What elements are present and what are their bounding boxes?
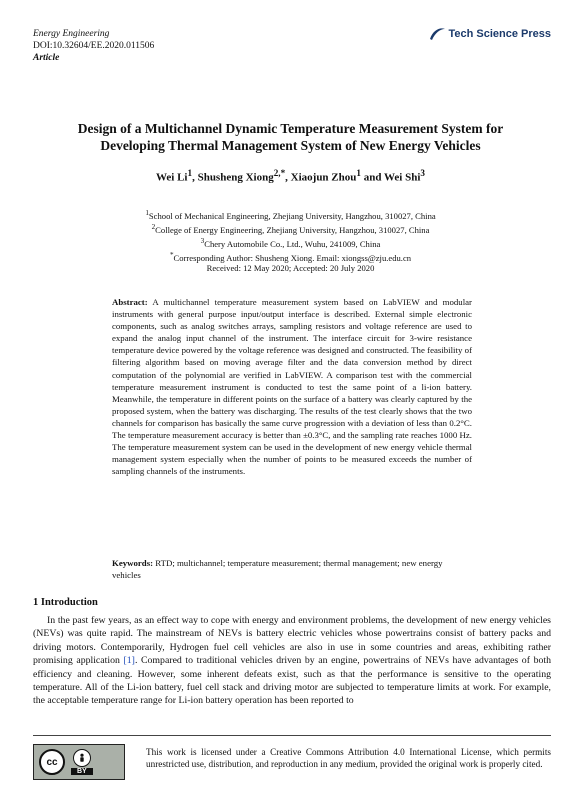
title-line-1: Design of a Multichannel Dynamic Temperature Measurement System for (77, 121, 504, 136)
footer-divider (33, 735, 551, 736)
affiliation-text: College of Energy Engineering, Zhejiang University, Hangzhou, 310027, China (155, 224, 430, 235)
author-list: Wei Li$^1$, Shusheng Xiong$^{2,*}$, Xiaojun Zhou$^1$ and Wei Shi$^3$ (156, 168, 425, 184)
journal-header (33, 28, 154, 64)
author-sup: 1 (356, 168, 361, 178)
by-label: BY (71, 768, 93, 775)
by-block (71, 749, 93, 775)
affiliation-text: Chery Automobile Co., Ltd., Wuhu, 241009, China (204, 238, 381, 249)
author-sup: 2,* (273, 168, 286, 178)
keywords-label: Keywords: (112, 558, 154, 568)
affiliation-sup: 2 (151, 222, 156, 231)
section-heading: 1 Introduction (33, 597, 98, 608)
affiliation-sup: * (169, 250, 174, 259)
intro-text: In the past few years, as an effect way to cope with energy and environment problems, the development of new energy vehicles (NEVs) was quite rapid. The mainstream of NEVs is battery electric vehicles whose powertrains consist of battery packs and driving motors. Contemporarily, Hydrogen fuel cell vehicles are also in use in some countries and areas, exhibiting rather promising application (33, 615, 551, 667)
author-name: Shusheng Xiong (197, 171, 274, 184)
license-text: This work is licensed under a Creative Commons Attribution 4.0 International License, which permits unrestricted use, distribution, and reproduction in any medium, provided the original work is properly cited. (146, 747, 551, 769)
corresponding-author (60, 250, 521, 264)
publisher-logo (428, 26, 551, 42)
affiliation-sup: 1 (145, 209, 149, 217)
introduction-paragraph (33, 614, 551, 708)
title-line-2: Developing Thermal Management System of New Energy Vehicles (100, 138, 481, 153)
received-accepted-dates: Received: 12 May 2020; Accepted: 20 July 2020 (206, 263, 375, 274)
author-name: Wei Shi (384, 171, 421, 184)
affiliation (60, 222, 521, 236)
abstract (112, 296, 472, 477)
keywords (112, 557, 472, 581)
author-name: Wei Li (156, 171, 188, 184)
abstract-text: A multichannel temperature measurement system based on LabVIEW and modular instruments with general purpose input/output interface is described. External simple electronic components, such as analog switches arrays, sampling resistors and voltage reference are used to expand the analog input channel of the instrument. The interface circuit for 3-wire resistance temperature device powered by the voltage reference was designed and constructed. The feasibility of filtering algorithm based on moving average filter and the data conversion method by direct computation of the polynomial are verified in LabVIEW. A comparison test with the commercial temperature measurement instrument is conducted to test the same point of a li-ion battery. Meanwhile, the temperature in different points on the surface of a battery was clearly captured by the proposed system, when the battery was discharging. The results of the test clearly shows that the two channels for comparison has basically the same curve progression with a deviation of less than 0.2°C. The temperature measurement accuracy is better than ±0.3°C, and the sampling rate reaches 1000 Hz. The temperature measurement system can be used in the development of new energy vehicle thermal management system especially when the number of points to be measured exceeds the number of sampling channels of the instruments. (112, 297, 472, 477)
affiliation (60, 208, 521, 222)
person-icon (73, 749, 91, 767)
doi[interactable]: DOI:10.32604/EE.2020.011506 (33, 41, 155, 51)
affiliation-text: Corresponding Author: Shusheng Xiong. Email: xiongss@zju.edu.cn (173, 252, 412, 263)
cc-icon: cc (39, 749, 65, 775)
journal-name: Energy Engineering (33, 29, 110, 39)
publisher-name: Tech Science Press (448, 28, 551, 40)
publisher-swoosh-icon (428, 26, 446, 42)
abstract-label: Abstract: (112, 297, 148, 307)
affiliation-text: School of Mechanical Engineering, Zhejiang University, Hangzhou, 310027, China (148, 210, 436, 221)
author-name: Xiaojun Zhou (290, 171, 357, 184)
affiliation (60, 236, 521, 250)
person-glyph-icon (77, 753, 87, 763)
author-sup: 1 (187, 168, 193, 178)
article-type: Article (33, 53, 60, 63)
affiliation-sup: 3 (200, 236, 205, 245)
citation-link[interactable]: [1] (123, 655, 135, 667)
cc-by-license-badge[interactable] (33, 744, 125, 780)
author-sup: 3 (420, 168, 425, 178)
keywords-text: RTD; multichannel; temperature measurement; thermal management; new energy vehicles (112, 558, 443, 580)
paper-title (40, 120, 541, 154)
affiliations (60, 208, 521, 274)
intro-text: . Compared to traditional vehicles driven by an engine, powertrains of NEVs have advantages of both efficiency and cleaning. However, some inherent defeats exist, such as that the performance is sensitive to the operating temperature. All of the Li-ion battery, fuel cell stack and driving motor are subjected to temperature limits at work. For example, the acceptable temperature range for Li-ion battery operation has been reported to (33, 655, 551, 707)
